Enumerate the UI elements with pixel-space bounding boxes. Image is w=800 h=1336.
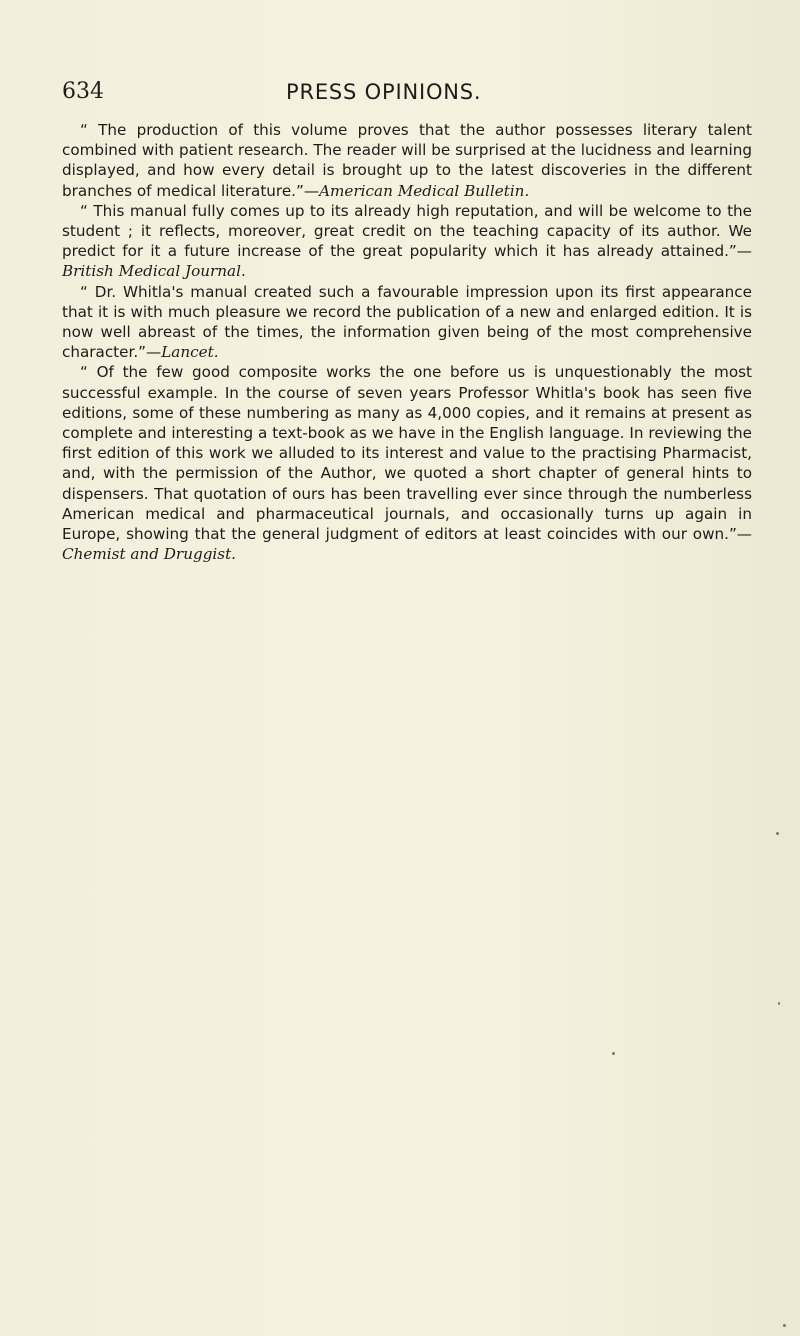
quote-paragraph (62, 120, 752, 201)
quote-text: “ Dr. Whitla's manual created such a favourable impression upon its first appearance that it is with much pleasure we record the publication of a new and enlarged edition. It is now well abreast of the times, the information given being of the most comprehensive character.”— (62, 282, 752, 362)
paper-speck (778, 1002, 780, 1005)
page-number: 634 (62, 79, 104, 104)
paper-speck (776, 832, 779, 835)
quote-source: Lancet. (161, 343, 219, 362)
quote-source: British Medical Journal. (62, 262, 246, 281)
paper-speck (612, 1052, 615, 1055)
page-header (62, 76, 752, 108)
quote-paragraph (62, 282, 752, 363)
quote-paragraph (62, 362, 752, 564)
quote-text: “ The production of this volume proves that the author possesses literary talent combined with patient research. The reader will be surprised at the lucidness and learning displayed, and how every detail is brought up to the latest discoveries in the different branches of medical literature.”— (62, 121, 752, 200)
quote-source: American Medical Bulletin. (319, 181, 530, 200)
press-opinions-body (62, 120, 752, 564)
quote-text: “ Of the few good composite works the one before us is unquestionably the most successful example. In the course of seven years Professor Whitla's book has seen five editions, some of these numbering as many as 4,000 copies, and it remains at present as complete and interesting a text-book as we have in the English language. In reviewing the first edition of this work we alluded to its interest and value to the practising Pharmacist, and, with the permission of the Author, we quoted a short chapter of general hints to dispensers. That quotation of ours has been travelling ever since through the numberless American medical and pharmaceutical journals, and occasionally turns up again in Europe, showing that the general judgment of editors at least coincides with our own.”— (62, 363, 752, 544)
quote-text: “ This manual fully comes up to its already high reputation, and will be welcome to the student ; it reflects, moreover, great credit on the teaching capacity of its author. We predict for it a future increase of the great popularity which it has already attained.”— (62, 201, 752, 261)
running-title: PRESS OPINIONS. (286, 80, 482, 104)
paper-speck (783, 1324, 786, 1327)
quote-source: Chemist and Druggist. (62, 545, 237, 564)
quote-paragraph (62, 201, 752, 282)
